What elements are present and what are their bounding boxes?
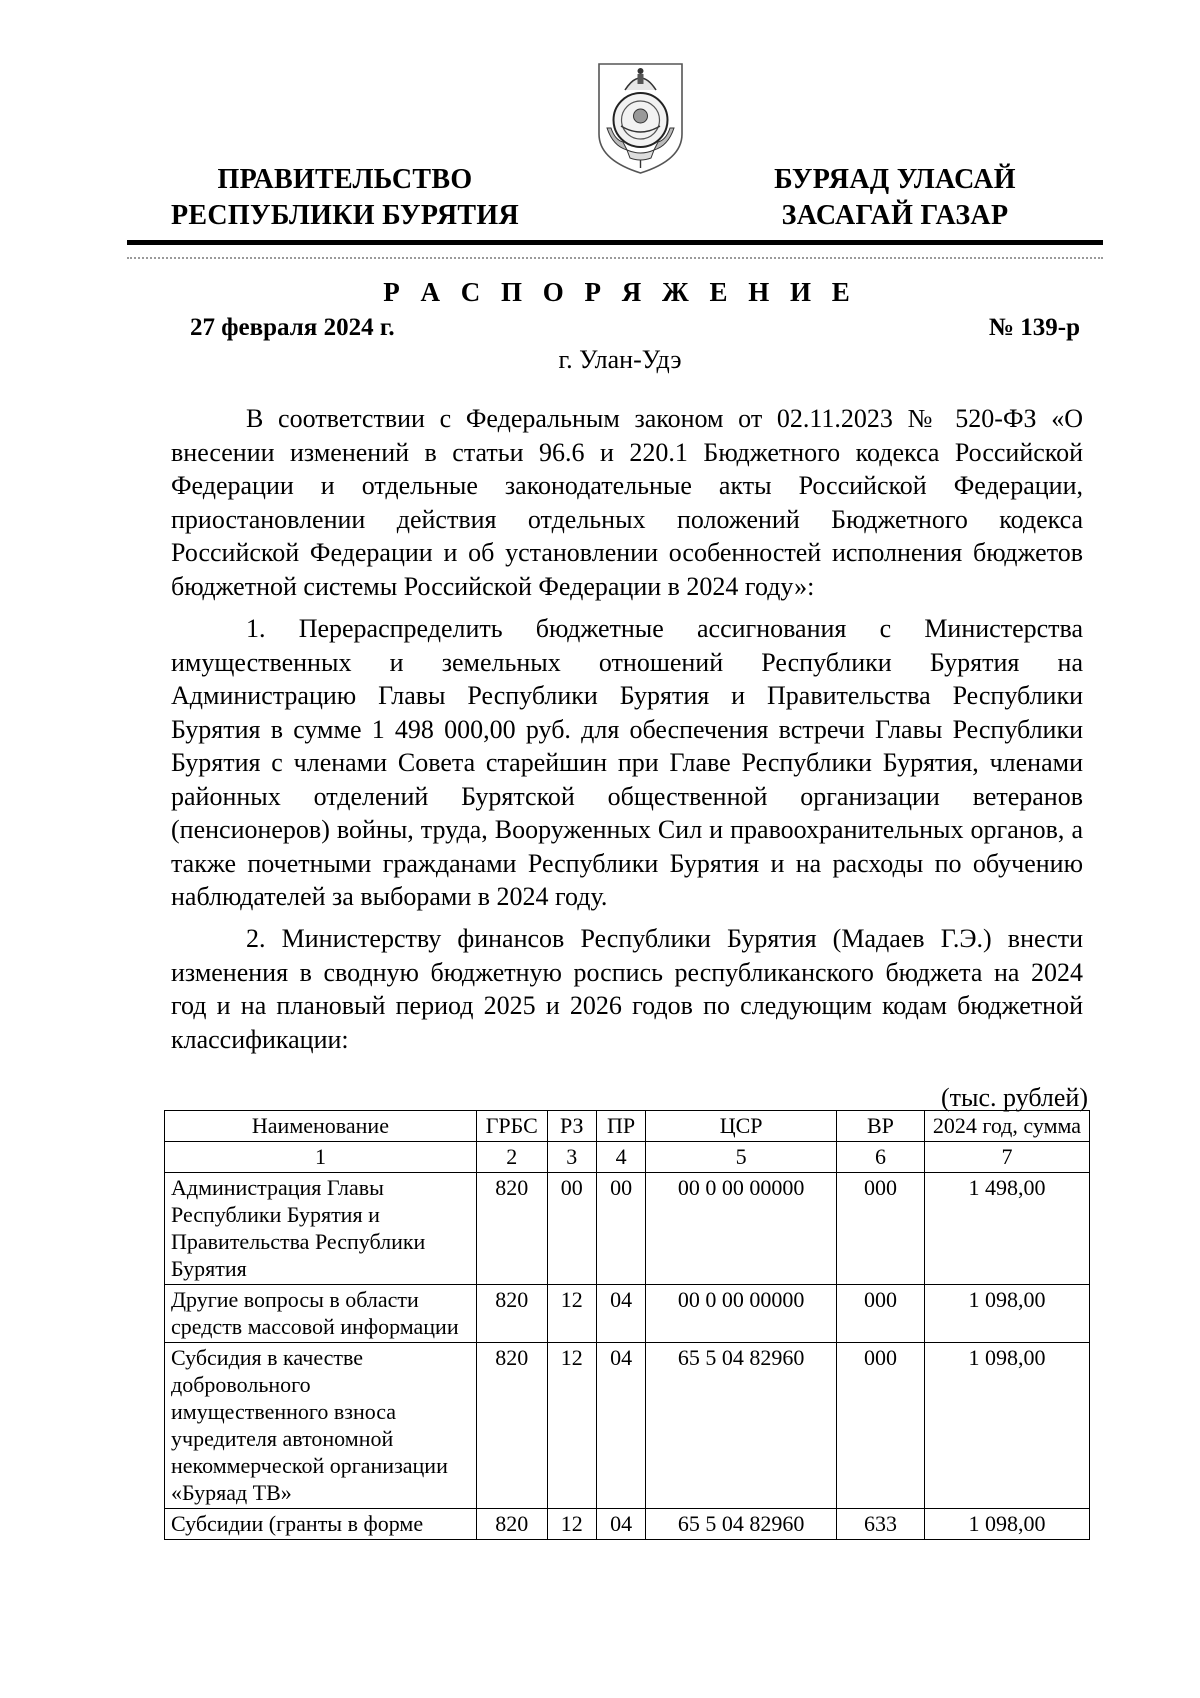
header-name: Наименование <box>165 1111 477 1142</box>
government-name-russian <box>150 162 540 234</box>
item-2-paragraph: 2. Министерству финансов Республики Бурятия (Мадаев Г.Э.) внести изменения в сводную бюджетную роспись республиканского бюджета на 2024 год и на плановый период 2025 и 2026 годов по следующим кодам бюджетной классификации: <box>171 924 1083 1054</box>
column-number: 5 <box>646 1142 837 1173</box>
header-sum: 2024 год, сумма <box>924 1111 1089 1142</box>
row-csr: 65 5 04 82960 <box>646 1509 837 1540</box>
row-grbs: 820 <box>476 1343 547 1509</box>
header-csr: ЦСР <box>646 1111 837 1142</box>
row-sum: 1 098,00 <box>924 1343 1089 1509</box>
header-vr: ВР <box>837 1111 925 1142</box>
row-pr: 00 <box>596 1173 645 1285</box>
table-column-numbers-row <box>165 1142 1090 1173</box>
table-units: (тыс. рублей) <box>940 1083 1088 1112</box>
row-rz: 00 <box>547 1173 596 1285</box>
document-number: № 139-р <box>988 314 1080 341</box>
row-name: Администрация Главы Республики Бурятия и Правительства Республики Бурятия <box>165 1173 477 1285</box>
row-pr: 04 <box>596 1509 645 1540</box>
row-name: Субсидии (гранты в форме <box>165 1509 477 1540</box>
row-vr: 000 <box>837 1173 925 1285</box>
row-sum: 1 098,00 <box>924 1509 1089 1540</box>
row-vr: 000 <box>837 1343 925 1509</box>
row-name: Субсидия в качестве добровольного имущественного взноса учредителя автономной некоммерческой организации «Буряад ТВ» <box>165 1343 477 1509</box>
row-pr: 04 <box>596 1285 645 1343</box>
coat-of-arms-emblem <box>593 56 688 176</box>
row-sum: 1 498,00 <box>924 1173 1089 1285</box>
table-row <box>165 1343 1090 1509</box>
header-grbs: ГРБС <box>476 1111 547 1142</box>
government-name-buryat <box>730 162 1060 234</box>
document-title: Р А С П О Р Я Ж Е Н И Е <box>383 277 857 307</box>
header-rz: РЗ <box>547 1111 596 1142</box>
row-pr: 04 <box>596 1343 645 1509</box>
table-row <box>165 1285 1090 1343</box>
column-number: 1 <box>165 1142 477 1173</box>
column-number: 4 <box>596 1142 645 1173</box>
document-date: 27 февраля 2024 г. <box>190 314 395 341</box>
table-header-row <box>165 1111 1090 1142</box>
org-left-line-2: РЕСПУБЛИКИ БУРЯТИЯ <box>171 200 519 231</box>
row-rz: 12 <box>547 1343 596 1509</box>
row-grbs: 820 <box>476 1509 547 1540</box>
item-1-paragraph: 1. Перераспределить бюджетные ассигнования с Министерства имущественных и земельных отношений Республики Бурятия на Администрацию Главы Республики Бурятия и Правительства Республики Бурятия в сумме 1 498 000,00 руб. для обеспечения встречи Главы Республики Бурятия с членами Совета старейшин при Главе Республики Бурятия, членами районных отделений Бурятской общественной организации ветеранов (пенсионеров) войны, труда, Вооруженных Сил и правоохранительных органов, а также почетными гражданами Республики Бурятия и на расходы по обучению наблюдателей за выборами в 2024 году. <box>171 614 1083 911</box>
org-left-line-1: ПРАВИТЕЛЬСТВО <box>217 164 473 195</box>
column-number: 7 <box>924 1142 1089 1173</box>
org-right-line-2: ЗАСАГАЙ ГАЗАР <box>781 200 1009 231</box>
row-grbs: 820 <box>476 1173 547 1285</box>
row-vr: 633 <box>837 1509 925 1540</box>
row-csr: 00 0 00 00000 <box>646 1173 837 1285</box>
column-number: 3 <box>547 1142 596 1173</box>
row-name: Другие вопросы в области средств массовой информации <box>165 1285 477 1343</box>
budget-table <box>164 1110 1090 1540</box>
row-vr: 000 <box>837 1285 925 1343</box>
header-pr: ПР <box>596 1111 645 1142</box>
table-row <box>165 1173 1090 1285</box>
row-csr: 65 5 04 82960 <box>646 1343 837 1509</box>
row-rz: 12 <box>547 1285 596 1343</box>
header-divider-thick <box>127 240 1103 245</box>
document-city: г. Улан-Удэ <box>558 345 682 374</box>
row-sum: 1 098,00 <box>924 1285 1089 1343</box>
column-number: 2 <box>476 1142 547 1173</box>
row-csr: 00 0 00 00000 <box>646 1285 837 1343</box>
header-divider-thin <box>127 257 1103 259</box>
column-number: 6 <box>837 1142 925 1173</box>
intro-paragraph: В соответствии с Федеральным законом от 02.11.2023 № 520-ФЗ «О внесении изменений в статьи 96.6 и 220.1 Бюджетного кодекса Российской Федерации и отдельные законодательные акты Российской Федерации, приостановлении действия отдельных положений Бюджетного кодекса Российской Федерации и об установлении особенностей исполнения бюджетов бюджетной системы Российской Федерации в 2024 году»: <box>171 404 1083 601</box>
row-grbs: 820 <box>476 1285 547 1343</box>
org-right-line-1: БУРЯАД УЛАСАЙ <box>774 164 1016 195</box>
row-rz: 12 <box>547 1509 596 1540</box>
table-row <box>165 1509 1090 1540</box>
